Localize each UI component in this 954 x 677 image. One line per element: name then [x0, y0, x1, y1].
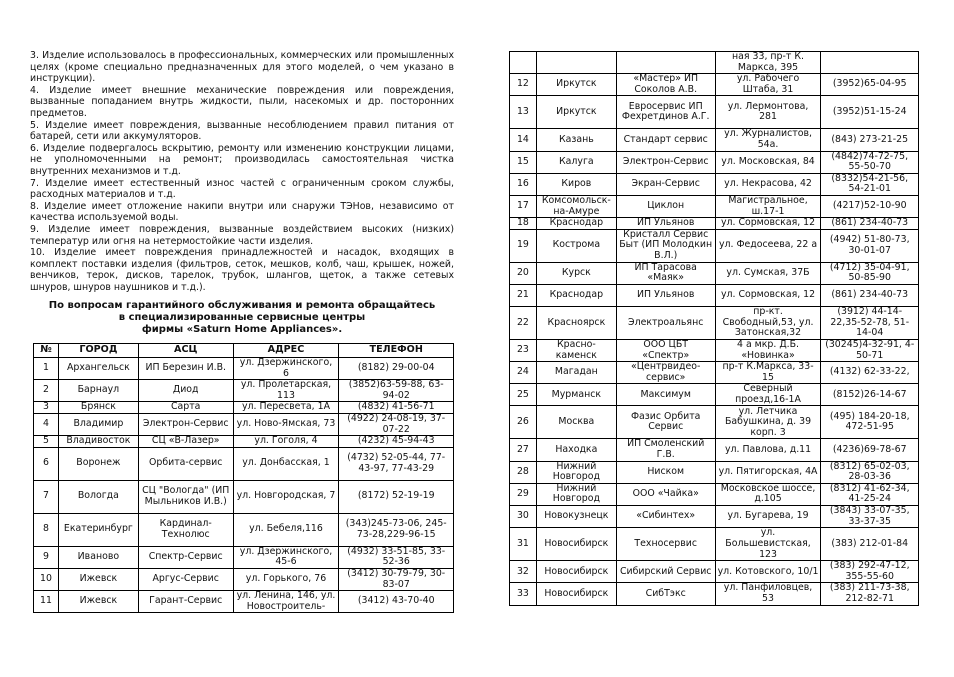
- cell-service-center: Аргус-Сервис: [138, 568, 233, 590]
- cell-service-center: Кристалл Сервис Быт (ИП Молодкин В.Л.): [616, 229, 715, 262]
- table-row: [510, 506, 919, 528]
- cell-number: 24: [510, 362, 537, 384]
- cell-phone: (3412) 43-70-40: [339, 591, 454, 613]
- cell-service-center: [616, 52, 715, 74]
- cell-city: Иркутск: [536, 74, 616, 96]
- cell-phone: (8312) 65-02-03, 28-03-36: [821, 461, 919, 483]
- cell-city: Архангельск: [58, 358, 138, 380]
- cell-address: Московское шоссе, д.105: [715, 483, 821, 505]
- cell-number: 22: [510, 306, 537, 339]
- cell-city: Москва: [536, 406, 616, 439]
- cell-service-center: Гарант-Сервис: [138, 591, 233, 613]
- cell-number: 20: [510, 262, 537, 284]
- cell-phone: (30245)4-32-91, 4-50-71: [821, 339, 919, 361]
- table-row: [510, 96, 919, 129]
- cell-address: ул. Сумская, 37Б: [715, 262, 821, 284]
- cell-number: 27: [510, 439, 537, 461]
- cell-service-center: «Мастер» ИП Соколов А.В.: [616, 74, 715, 96]
- cell-phone: (4132) 62-33-22,: [821, 362, 919, 384]
- paragraph: 6. Изделие подвергалось вскрытию, ремонту или изменению конструкции лицами, не уполномоченными на ремонт; производилась самостоятельная чистка внутренних механизмов и т.д.: [30, 142, 454, 177]
- cell-address: Северный проезд,16-1А: [715, 384, 821, 406]
- cell-city: Киров: [536, 173, 616, 195]
- table-row: [34, 568, 454, 590]
- cell-service-center: Электроальянс: [616, 306, 715, 339]
- table-row: [34, 591, 454, 613]
- cell-service-center: ИП Смоленский Г.В.: [616, 439, 715, 461]
- cell-city: Краснодар: [536, 218, 616, 230]
- cell-number: 7: [34, 480, 59, 513]
- table-row: [510, 284, 919, 306]
- table-row: [510, 195, 919, 217]
- cell-city: Находка: [536, 439, 616, 461]
- cell-address: ул. Пролетарская, 113: [233, 380, 339, 402]
- cell-number: 6: [34, 447, 59, 480]
- cell-phone: (8152)26-14-67: [821, 384, 919, 406]
- cell-number: 12: [510, 74, 537, 96]
- cell-service-center: Циклон: [616, 195, 715, 217]
- table-row: [510, 151, 919, 173]
- heading-line: в специализированные сервисные центры: [118, 312, 366, 324]
- cell-number: [510, 52, 537, 74]
- cell-service-center: Орбита-сервис: [138, 447, 233, 480]
- table-row: [510, 262, 919, 284]
- cell-service-center: ООО «Чайка»: [616, 483, 715, 505]
- cell-number: 18: [510, 218, 537, 230]
- table-row: [34, 380, 454, 402]
- cell-phone: (495) 184-20-18, 472-51-95: [821, 406, 919, 439]
- table-row: [510, 384, 919, 406]
- paragraph: 8. Изделие имеет отложение накипи внутри или снаружи ТЭНов, независимо от качества используемой воды.: [30, 200, 454, 224]
- cell-service-center: Спектр-Сервис: [138, 546, 233, 568]
- cell-number: 2: [34, 380, 59, 402]
- cell-city: Мурманск: [536, 384, 616, 406]
- cell-number: 10: [34, 568, 59, 590]
- cell-address: ул. Котовского, 10/1: [715, 561, 821, 583]
- table-row: [510, 306, 919, 339]
- cell-service-center: СибТэкс: [616, 583, 715, 605]
- cell-address: ул. Сормовская, 12: [715, 284, 821, 306]
- cell-phone: (343)245-73-06, 245-73-28,229-96-15: [339, 513, 454, 546]
- cell-number: 1: [34, 358, 59, 380]
- cell-number: 33: [510, 583, 537, 605]
- paragraph: 3. Изделие использовалось в профессиональных, коммерческих или промышленных целях (кроме специально предназначенных для этого моделей, о чем указано в инструкции).: [30, 50, 454, 85]
- cell-number: 19: [510, 229, 537, 262]
- cell-phone: [821, 52, 919, 74]
- table-header-row: [34, 344, 454, 358]
- cell-phone: (4932) 33-51-85, 33-52-36: [339, 546, 454, 568]
- cell-phone: (8172) 52-19-19: [339, 480, 454, 513]
- table-row: [510, 74, 919, 96]
- cell-city: Новосибирск: [536, 583, 616, 605]
- cell-service-center: Электрон-Сервис: [616, 151, 715, 173]
- cell-phone: (8312) 41-62-34, 41-25-24: [821, 483, 919, 505]
- cell-address: ул. Дзержинского, 6: [233, 358, 339, 380]
- cell-address: ул. Панфиловцев, 53: [715, 583, 821, 605]
- cell-number: 13: [510, 96, 537, 129]
- cell-city: Воронеж: [58, 447, 138, 480]
- cell-number: 25: [510, 384, 537, 406]
- cell-service-center: Максимум: [616, 384, 715, 406]
- cell-number: 15: [510, 151, 537, 173]
- cell-city: Красноярск: [536, 306, 616, 339]
- cell-phone: (3912) 44-14-22,35-52-78, 51-14-04: [821, 306, 919, 339]
- cell-address: ул. Рабочего Штаба, 31: [715, 74, 821, 96]
- cell-phone: (4922) 24-08-19, 37-07-22: [339, 413, 454, 435]
- cell-phone: (3952)51-15-24: [821, 96, 919, 129]
- cell-phone: (8182) 29-00-04: [339, 358, 454, 380]
- header-phone: ТЕЛЕФОН: [339, 344, 454, 358]
- cell-city: Иркутск: [536, 96, 616, 129]
- cell-address: ная 33, пр-т К. Маркса, 395: [715, 52, 821, 74]
- table-row: [34, 436, 454, 448]
- cell-number: 8: [34, 513, 59, 546]
- cell-service-center: ИП Ульянов: [616, 284, 715, 306]
- heading-line: фирмы «Saturn Home Appliances».: [141, 324, 343, 336]
- cell-address: ул. Большевистская, 123: [715, 528, 821, 561]
- cell-phone: (4942) 51-80-73, 30-01-07: [821, 229, 919, 262]
- paragraph: 4. Изделие имеет внешние механические повреждения или повреждения, вызванные попаданием внутрь жидкости, пыли, насекомых и др. посторонних предметов.: [30, 84, 454, 119]
- table-row: [510, 483, 919, 505]
- cell-city: Новокузнецк: [536, 506, 616, 528]
- cell-phone: (4832) 41-56-71: [339, 402, 454, 414]
- service-centers-table-left: [33, 343, 454, 613]
- cell-number: 4: [34, 413, 59, 435]
- cell-city: [536, 52, 616, 74]
- cell-service-center: Техносервис: [616, 528, 715, 561]
- table-row: [34, 546, 454, 568]
- cell-city: Барнаул: [58, 380, 138, 402]
- table-body: [510, 52, 919, 606]
- cell-service-center: ИП Березин И.В.: [138, 358, 233, 380]
- table-row: [510, 439, 919, 461]
- cell-address: ул. Ленина, 146, ул. Новостроитель-: [233, 591, 339, 613]
- cell-number: 17: [510, 195, 537, 217]
- cell-phone: (3412) 30-79-79, 30-83-07: [339, 568, 454, 590]
- cell-service-center: «Центрвидео-сервис»: [616, 362, 715, 384]
- cell-phone: (3852)63-59-88, 63-94-02: [339, 380, 454, 402]
- cell-address: ул. Донбасская, 1: [233, 447, 339, 480]
- cell-city: Брянск: [58, 402, 138, 414]
- cell-service-center: ИП Тарасова «Маяк»: [616, 262, 715, 284]
- cell-number: 29: [510, 483, 537, 505]
- cell-address: ул. Дзержинского, 45-6: [233, 546, 339, 568]
- cell-phone: (3952)65-04-95: [821, 74, 919, 96]
- cell-number: 11: [34, 591, 59, 613]
- cell-address: ул. Некрасова, 42: [715, 173, 821, 195]
- table-row: [510, 561, 919, 583]
- cell-city: Курск: [536, 262, 616, 284]
- cell-phone: (4712) 35-04-91, 50-85-90: [821, 262, 919, 284]
- cell-service-center: «Сибинтех»: [616, 506, 715, 528]
- cell-city: Ижевск: [58, 591, 138, 613]
- cell-service-center: ИП Ульянов: [616, 218, 715, 230]
- cell-city: Казань: [536, 129, 616, 151]
- cell-phone: (383) 211-73-38, 212-82-71: [821, 583, 919, 605]
- cell-city: Комсомольск-на-Амуре: [536, 195, 616, 217]
- cell-address: пр-т К.Маркса, 33-15: [715, 362, 821, 384]
- cell-address: пр-кт. Свободный,53, ул. Затонская,32: [715, 306, 821, 339]
- cell-city: Новосибирск: [536, 528, 616, 561]
- cell-city: Владимир: [58, 413, 138, 435]
- table-row: [510, 461, 919, 483]
- cell-service-center: СЦ "Вологда" (ИП Мыльников И.В.): [138, 480, 233, 513]
- cell-phone: (3843) 33-07-35, 33-37-35: [821, 506, 919, 528]
- table-row: [34, 513, 454, 546]
- paragraph: 7. Изделие имеет естественный износ частей с ограниченным сроком службы, расходных материалов и т.д.: [30, 177, 454, 201]
- cell-city: Нижний Новгород: [536, 483, 616, 505]
- cell-phone: (861) 234-40-73: [821, 218, 919, 230]
- cell-phone: (861) 234-40-73: [821, 284, 919, 306]
- table-row: [510, 218, 919, 230]
- cell-number: 5: [34, 436, 59, 448]
- cell-address: ул. Журналистов, 54а.: [715, 129, 821, 151]
- cell-address: ул. Ново-Ямская, 73: [233, 413, 339, 435]
- cell-address: 4 а мкр. Д.Б. «Новинка»: [715, 339, 821, 361]
- cell-address: ул. Сормовская, 12: [715, 218, 821, 230]
- cell-number: 21: [510, 284, 537, 306]
- cell-service-center: Евросервис ИП Фехретдинов А.Г.: [616, 96, 715, 129]
- cell-phone: (383) 212-01-84: [821, 528, 919, 561]
- cell-service-center: Ниском: [616, 461, 715, 483]
- cell-phone: (383) 292-47-12, 355-55-60: [821, 561, 919, 583]
- cell-phone: (4842)74-72-75, 55-50-70: [821, 151, 919, 173]
- table-body: [34, 358, 454, 613]
- cell-number: 14: [510, 129, 537, 151]
- cell-number: 31: [510, 528, 537, 561]
- cell-city: Магадан: [536, 362, 616, 384]
- cell-number: 23: [510, 339, 537, 361]
- table-row: [510, 583, 919, 605]
- cell-city: Ижевск: [58, 568, 138, 590]
- service-centers-table-right: [509, 51, 919, 606]
- cell-city: Иваново: [58, 546, 138, 568]
- service-centers-heading: [30, 300, 454, 337]
- cell-city: Калуга: [536, 151, 616, 173]
- cell-service-center: Экран-Сервис: [616, 173, 715, 195]
- cell-service-center: Кардинал-Технолюс: [138, 513, 233, 546]
- cell-service-center: СЦ «В-Лазер»: [138, 436, 233, 448]
- cell-city: Владивосток: [58, 436, 138, 448]
- cell-city: Кострома: [536, 229, 616, 262]
- cell-city: Вологда: [58, 480, 138, 513]
- table-row: [510, 406, 919, 439]
- header-address: АДРЕС: [233, 344, 339, 358]
- cell-service-center: ООО ЦБТ «Спектр»: [616, 339, 715, 361]
- cell-phone: (4732) 52-05-44, 77-43-97, 77-43-29: [339, 447, 454, 480]
- table-row: [510, 173, 919, 195]
- cell-city: Нижний Новгород: [536, 461, 616, 483]
- cell-address: ул. Новгородская, 7: [233, 480, 339, 513]
- cell-service-center: Сибирский Сервис: [616, 561, 715, 583]
- cell-number: 3: [34, 402, 59, 414]
- table-row: [34, 447, 454, 480]
- cell-service-center: Сарта: [138, 402, 233, 414]
- cell-address: ул. Горького, 76: [233, 568, 339, 590]
- cell-phone: (8332)54-21-56, 54-21-01: [821, 173, 919, 195]
- cell-address: Магистральное, ш.17-1: [715, 195, 821, 217]
- cell-address: ул. Бугарева, 19: [715, 506, 821, 528]
- cell-address: ул. Федосеева, 22 а: [715, 229, 821, 262]
- paragraph: 5. Изделие имеет повреждения, вызванные несоблюдением правил питания от батарей, сети или аккумуляторов.: [30, 119, 454, 143]
- header-service-center: АСЦ: [138, 344, 233, 358]
- cell-address: ул. Лермонтова, 281: [715, 96, 821, 129]
- cell-address: ул. Летчика Бабушкина, д. 39 корп. 3: [715, 406, 821, 439]
- table-row: [510, 339, 919, 361]
- cell-city: Новосибирск: [536, 561, 616, 583]
- table-row: [510, 52, 919, 74]
- table-row: [34, 358, 454, 380]
- paragraph: 9. Изделие имеет повреждения, вызванные воздействием высоких (низких) температур или огня на нетермостойкие части изделия.: [30, 223, 454, 247]
- table-row: [34, 413, 454, 435]
- cell-phone: (4217)52-10-90: [821, 195, 919, 217]
- cell-phone: (4232) 45-94-43: [339, 436, 454, 448]
- cell-address: ул. Пересвета, 1А: [233, 402, 339, 414]
- heading-line: По вопросам гарантийного обслуживания и ремонта обращайтесь: [48, 300, 436, 311]
- cell-service-center: Стандарт сервис: [616, 129, 715, 151]
- cell-address: ул. Гоголя, 4: [233, 436, 339, 448]
- cell-number: 30: [510, 506, 537, 528]
- table-row: [510, 229, 919, 262]
- cell-phone: (4236)69-78-67: [821, 439, 919, 461]
- header-city: ГОРОД: [58, 344, 138, 358]
- table-row: [34, 402, 454, 414]
- paragraph: 10. Изделие имеет повреждения принадлежностей и насадок, входящих в комплект поставки изделия (фильтров, сеток, мешков, колб, чаш, крышек, ножей, венчиков, терок, дисков, тарелок, трубок, шлангов, щеток, а также сетевых шнуров, шнуров наушников и т.д.).: [30, 247, 454, 293]
- cell-phone: (843) 273-21-25: [821, 129, 919, 151]
- cell-city: Красно-каменск: [536, 339, 616, 361]
- cell-address: ул. Павлова, д.11: [715, 439, 821, 461]
- cell-city: Краснодар: [536, 284, 616, 306]
- cell-service-center: Фазис Орбита Сервис: [616, 406, 715, 439]
- cell-service-center: Электрон-Сервис: [138, 413, 233, 435]
- cell-address: ул. Пятигорская, 4А: [715, 461, 821, 483]
- cell-service-center: Диод: [138, 380, 233, 402]
- cell-address: ул. Бебеля,116: [233, 513, 339, 546]
- table-row: [34, 480, 454, 513]
- cell-number: 32: [510, 561, 537, 583]
- cell-number: 26: [510, 406, 537, 439]
- table-row: [510, 362, 919, 384]
- cell-number: 16: [510, 173, 537, 195]
- cell-number: 9: [34, 546, 59, 568]
- cell-city: Екатеринбург: [58, 513, 138, 546]
- warranty-exclusions: [30, 50, 454, 293]
- table-row: [510, 528, 919, 561]
- cell-address: ул. Московская, 84: [715, 151, 821, 173]
- cell-number: 28: [510, 461, 537, 483]
- table-row: [510, 129, 919, 151]
- header-number: №: [34, 344, 59, 358]
